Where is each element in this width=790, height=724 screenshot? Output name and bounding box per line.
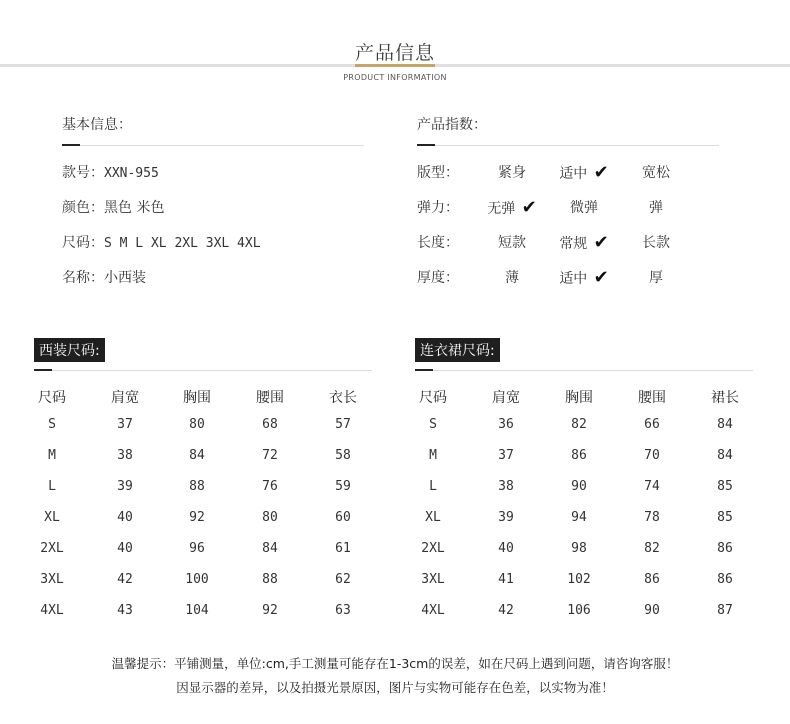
check-mark-icon: ✔ <box>587 267 609 288</box>
product-index-heading: 产品指数： <box>417 117 487 133</box>
info-row-size <box>62 232 261 252</box>
table-cell: 42 <box>117 572 133 587</box>
index-option <box>477 232 547 252</box>
index-option <box>477 162 547 182</box>
table-cell: M <box>429 448 437 463</box>
table-cell: 78 <box>644 510 660 525</box>
table-cell: 62 <box>335 572 351 587</box>
table-cell: 3XL <box>421 572 445 587</box>
index-option-label: 紧身 <box>498 165 526 181</box>
table-cell: 85 <box>717 510 733 525</box>
table-cell: 86 <box>717 541 733 556</box>
table-cell: 58 <box>335 448 351 463</box>
index-label: 版型： <box>417 165 459 181</box>
page-title: 产品信息 <box>354 42 435 64</box>
table-cell: 70 <box>644 448 660 463</box>
table-cell: 66 <box>644 417 660 432</box>
index-option <box>549 162 619 183</box>
table-cell: 94 <box>571 510 587 525</box>
table-cell: 40 <box>117 541 133 556</box>
page-subtitle: PRODUCT INFORMATION <box>343 73 447 82</box>
table-cell: 38 <box>498 479 514 494</box>
check-mark-icon: ✔ <box>515 197 537 218</box>
index-option-label: 长款 <box>642 235 670 251</box>
info-label: 名称： <box>62 270 104 286</box>
table-cell: XL <box>44 510 60 525</box>
table-cell: 92 <box>189 510 205 525</box>
table-cell: 86 <box>644 572 660 587</box>
table-cell: 84 <box>717 417 733 432</box>
table-cell: 76 <box>262 479 278 494</box>
note-line-1: 温馨提示：平铺测量，单位:cm,手工测量可能存在1-3cm的误差，如在尺码上遇到问题，请咨询客服！ <box>111 656 679 671</box>
basic-info-heading: 基本信息： <box>62 117 132 133</box>
index-option-label: 宽松 <box>642 165 670 181</box>
table-cell: 41 <box>498 572 514 587</box>
index-option-label: 无弹 <box>487 201 516 217</box>
table-cell: 87 <box>717 603 733 618</box>
index-option-label: 微弹 <box>570 200 598 216</box>
index-label: 弹力： <box>417 200 459 216</box>
table-cell: 72 <box>262 448 278 463</box>
table-cell: 37 <box>498 448 514 463</box>
table-cell: 59 <box>335 479 351 494</box>
index-option-label: 厚 <box>649 270 663 286</box>
table-cell: 86 <box>571 448 587 463</box>
index-option-label: 短款 <box>498 235 526 251</box>
table-cell: 57 <box>335 417 351 432</box>
table-cell: 74 <box>644 479 660 494</box>
index-option <box>621 162 691 182</box>
table-cell: 37 <box>117 417 133 432</box>
table-cell: 82 <box>571 417 587 432</box>
table-cell: 90 <box>644 603 660 618</box>
table-header-cell: 裙长 <box>711 390 739 406</box>
info-row-style <box>62 162 159 182</box>
table-cell: 60 <box>335 510 351 525</box>
table-cell: S <box>429 417 437 432</box>
table-cell: 61 <box>335 541 351 556</box>
table-cell: 104 <box>185 603 209 618</box>
table-cell: 96 <box>189 541 205 556</box>
index-option <box>549 267 619 288</box>
table-cell: 92 <box>262 603 278 618</box>
table-cell: 39 <box>498 510 514 525</box>
basic-info-rule <box>62 145 364 146</box>
table-cell: 102 <box>567 572 591 587</box>
table-header-cell: 胸围 <box>565 390 593 406</box>
table-header-cell: 尺码 <box>419 390 447 406</box>
index-option <box>477 197 547 218</box>
title-accent-bar <box>355 64 435 67</box>
info-label: 尺码： <box>62 235 104 251</box>
info-value: 黑色 米色 <box>104 200 165 216</box>
table-header-cell: 衣长 <box>329 390 357 406</box>
table-cell: 98 <box>571 541 587 556</box>
index-option-label: 适中 <box>559 271 588 287</box>
dress-table-rule <box>415 370 753 371</box>
info-label: 款号： <box>62 165 104 181</box>
table-cell: 80 <box>189 417 205 432</box>
info-label: 颜色： <box>62 200 104 216</box>
table-cell: 88 <box>262 572 278 587</box>
table-cell: 2XL <box>421 541 445 556</box>
table-cell: 84 <box>262 541 278 556</box>
table-cell: XL <box>425 510 441 525</box>
check-mark-icon: ✔ <box>587 162 609 183</box>
table-header-cell: 腰围 <box>256 390 284 406</box>
table-header-cell: 肩宽 <box>492 390 520 406</box>
index-option-label: 适中 <box>559 166 588 182</box>
table-header-cell: 腰围 <box>638 390 666 406</box>
table-cell: 4XL <box>40 603 64 618</box>
table-cell: L <box>429 479 437 494</box>
table-cell: 43 <box>117 603 133 618</box>
table-cell: 82 <box>644 541 660 556</box>
table-cell: 80 <box>262 510 278 525</box>
table-cell: L <box>48 479 56 494</box>
table-header-cell: 尺码 <box>38 390 66 406</box>
basic-info-dash <box>62 144 80 146</box>
table-cell: 40 <box>117 510 133 525</box>
dress-table-title: 连衣裙尺码: <box>415 338 500 362</box>
table-cell: 3XL <box>40 572 64 587</box>
product-index-dash <box>417 144 435 146</box>
info-value: S M L XL 2XL 3XL 4XL <box>104 236 261 251</box>
index-option <box>477 267 547 287</box>
table-cell: 38 <box>117 448 133 463</box>
table-cell: 100 <box>185 572 209 587</box>
table-cell: 40 <box>498 541 514 556</box>
table-cell: 106 <box>567 603 591 618</box>
index-option <box>621 267 691 287</box>
table-cell: 86 <box>717 572 733 587</box>
info-value: 小西装 <box>104 270 146 286</box>
table-cell: 90 <box>571 479 587 494</box>
table-cell: 36 <box>498 417 514 432</box>
table-header-cell: 胸围 <box>183 390 211 406</box>
table-cell: 88 <box>189 479 205 494</box>
index-option-label: 薄 <box>505 270 519 286</box>
index-option-label: 常规 <box>559 236 588 252</box>
index-option <box>621 197 691 217</box>
table-cell: 2XL <box>40 541 64 556</box>
index-option <box>549 197 619 217</box>
table-cell: 85 <box>717 479 733 494</box>
check-mark-icon: ✔ <box>587 232 609 253</box>
table-cell: 4XL <box>421 603 445 618</box>
suit-table-rule <box>34 370 372 371</box>
table-cell: 84 <box>717 448 733 463</box>
table-cell: 63 <box>335 603 351 618</box>
info-value: XXN-955 <box>104 166 159 181</box>
table-cell: 39 <box>117 479 133 494</box>
table-cell: 42 <box>498 603 514 618</box>
index-option-label: 弹 <box>649 200 663 216</box>
suit-table-dash <box>34 369 52 371</box>
table-cell: 84 <box>189 448 205 463</box>
info-row-name <box>62 267 146 287</box>
index-option <box>621 232 691 252</box>
index-option <box>549 232 619 253</box>
info-row-color <box>62 197 164 217</box>
table-cell: 68 <box>262 417 278 432</box>
product-index-rule <box>417 145 719 146</box>
dress-table-dash <box>415 369 433 371</box>
index-label: 长度： <box>417 235 459 251</box>
table-header-cell: 肩宽 <box>111 390 139 406</box>
index-label: 厚度： <box>417 270 459 286</box>
note-line-2: 因显示器的差异，以及拍摄光景原因，图片与实物可能存在色差，以实物为准！ <box>176 680 614 695</box>
suit-table-title: 西装尺码: <box>34 338 105 362</box>
table-cell: S <box>48 417 56 432</box>
table-cell: M <box>48 448 56 463</box>
